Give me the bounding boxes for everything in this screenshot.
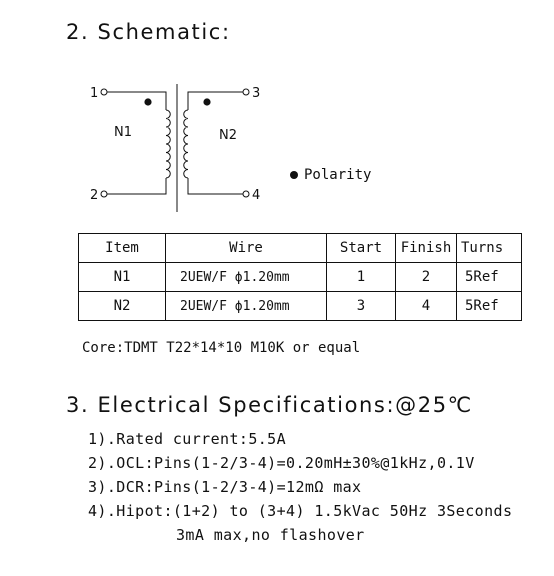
winding-n2-label: N2 xyxy=(219,128,237,143)
polarity-label: Polarity xyxy=(304,167,372,183)
cell-turns: 5Ref xyxy=(457,292,522,321)
pin-2-label: 2 xyxy=(90,188,99,203)
pin-2-terminal xyxy=(101,191,107,197)
primary-bottom-lead xyxy=(107,178,166,194)
polarity-legend xyxy=(290,167,371,183)
header-turns: Turns xyxy=(457,234,522,263)
spec-item-hipot-continued: 3mA max,no flashover xyxy=(176,526,365,544)
polarity-dot-icon xyxy=(290,171,298,179)
spec-item-ocl: 2).OCL:Pins(1-2/3-4)=0.20mH±30%@1kHz,0.1V xyxy=(88,454,475,472)
secondary-top-lead xyxy=(188,92,243,110)
cell-start: 1 xyxy=(327,263,396,292)
spec-item-dcr: 3).DCR:Pins(1-2/3-4)=12mΩ max xyxy=(88,478,362,496)
cell-turns: 5Ref xyxy=(457,263,522,292)
pin-1-label: 1 xyxy=(90,86,99,101)
header-finish: Finish xyxy=(396,234,457,263)
pin-1-terminal xyxy=(101,89,107,95)
header-start: Start xyxy=(327,234,396,263)
winding-table xyxy=(78,233,522,321)
primary-coil xyxy=(166,110,170,178)
pin-3-terminal xyxy=(243,89,249,95)
primary-polarity-dot xyxy=(144,98,151,105)
cell-finish: 4 xyxy=(396,292,457,321)
cell-finish: 2 xyxy=(396,263,457,292)
secondary-coil xyxy=(184,110,188,178)
cell-item: N1 xyxy=(79,263,166,292)
table-row xyxy=(79,263,522,292)
pin-4-label: 4 xyxy=(252,188,261,203)
header-item: Item xyxy=(79,234,166,263)
cell-wire: 2UEW/F ϕ1.20mm xyxy=(166,263,327,292)
cell-item: N2 xyxy=(79,292,166,321)
table-header-row xyxy=(79,234,522,263)
pin-3-label: 3 xyxy=(252,86,261,101)
header-wire: Wire xyxy=(166,234,327,263)
transformer-schematic xyxy=(80,76,280,216)
cell-wire: 2UEW/F ϕ1.20mm xyxy=(166,292,327,321)
spec-item-hipot: 4).Hipot:(1+2) to (3+4) 1.5kVac 50Hz 3Seconds xyxy=(88,502,513,520)
secondary-polarity-dot xyxy=(203,98,210,105)
section-2-title: 2. Schematic: xyxy=(66,20,231,44)
core-spec: Core:TDMT T22*14*10 M10K or equal xyxy=(82,340,361,356)
table-row xyxy=(79,292,522,321)
cell-start: 3 xyxy=(327,292,396,321)
primary-top-lead xyxy=(107,92,166,110)
spec-item-rated-current: 1).Rated current:5.5A xyxy=(88,430,287,448)
secondary-bottom-lead xyxy=(188,178,243,194)
pin-4-terminal xyxy=(243,191,249,197)
winding-n1-label: N1 xyxy=(114,125,132,140)
section-3-title: 3. Electrical Specifications:@25℃ xyxy=(66,393,473,417)
